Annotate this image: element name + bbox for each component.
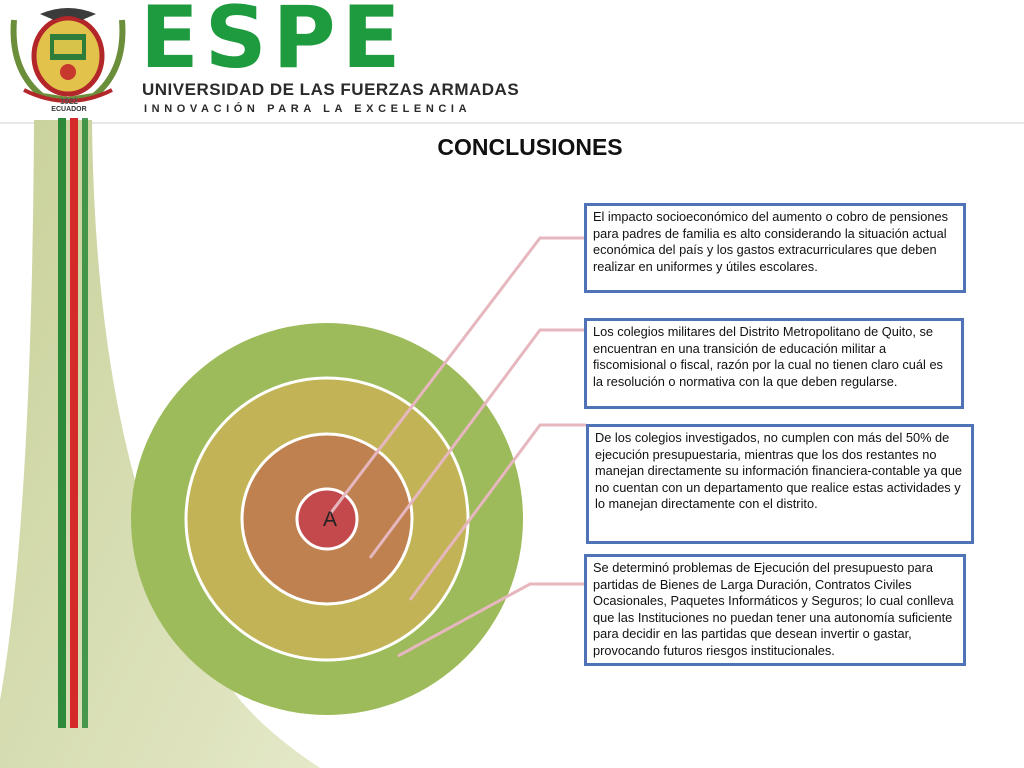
crest-country: ECUADOR (51, 106, 87, 113)
conclusion-box-3: De los colegios investigados, no cumplen con más del 50% de ejecución presupuestaria, mientras que los dos restantes no manejan directamente su información financiera-contable ya que no cuentan con un departamento que realice estas actividades y lo manejan directamente con el distrito. (586, 424, 974, 544)
conclusion-box-4: Se determinó problemas de Ejecución del presupuesto para partidas de Bienes de Larga Duración, Contratos Civiles Ocasionales, Paquetes Informáticos y Seguros; lo cual conlleva que las Instituciones no puedan tener una autonomía suficiente para decidir en las partidas que desean invertir o gastar, provocando futuros riesgos institucionales. (584, 554, 966, 666)
center-label: A (322, 508, 337, 531)
crest-year: 1922 (60, 97, 78, 106)
brand-subtitle: UNIVERSIDAD DE LAS FUERZAS ARMADAS (142, 80, 520, 99)
page-title: CONCLUSIONES (437, 134, 623, 160)
brand-logo-text: ESPE (140, 0, 407, 88)
brand-tagline: INNOVACIÓN PARA LA EXCELENCIA (144, 103, 472, 115)
conclusion-box-1: El impacto socioeconómico del aumento o cobro de pensiones para padres de familia es alto considerando la situación actual económica del país y los gastos extracurriculares que deben realizar en uniformes y útiles escolares. (584, 203, 966, 293)
conclusion-box-2: Los colegios militares del Distrito Metropolitano de Quito, se encuentran en una transición de educación militar a fiscomisional o fiscal, razón por la cual no tienen claro cuál es la resolución o normativa con la que deben regularse. (584, 318, 964, 409)
